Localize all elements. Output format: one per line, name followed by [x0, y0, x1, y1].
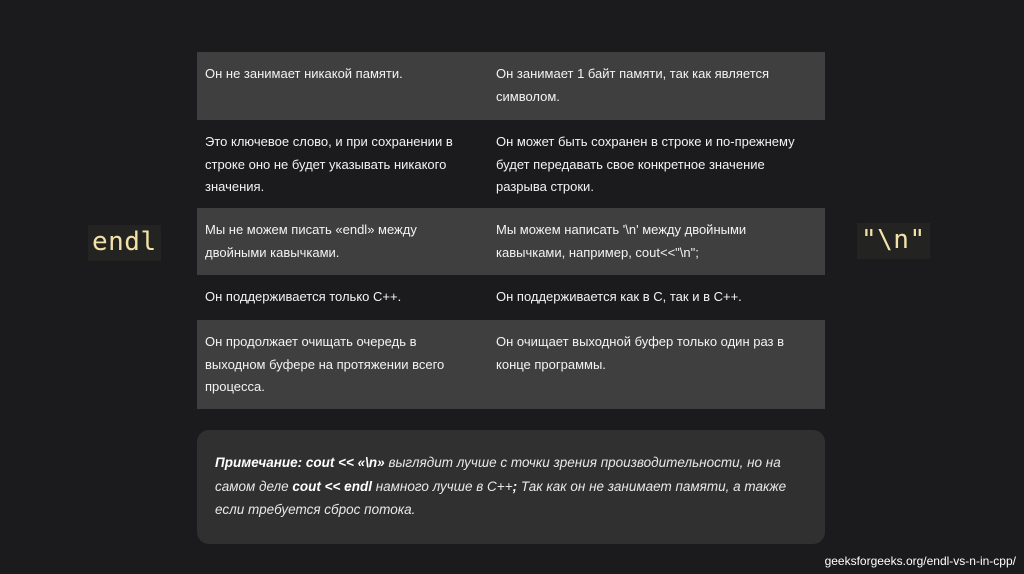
table-cell-endl: Это ключевое слово, и при сохранении в строке оно не будет указывать никакого значения.	[205, 134, 453, 194]
note-text: намного лучше в C++	[371, 478, 513, 494]
table-cell-newline: Он очищает выходной буфер только один раз в конце программы.	[496, 334, 785, 372]
table-cell-newline: Он может быть сохранен в строке и по-прежнему будет передавать свое конкретное значение разрыва строки.	[496, 134, 795, 194]
table-row	[197, 208, 825, 275]
note-code: cout << endl	[292, 478, 372, 494]
table-cell-endl: Он не занимает никакой памяти.	[205, 66, 403, 81]
note-text: Так как он не занимает памяти, а также если требуется сброс потока.	[215, 478, 787, 517]
source-link[interactable]: geeksforgeeks.org/endl-vs-n-in-cpp/	[824, 554, 1016, 568]
note-lead: Примечание: cout << «\n»	[215, 455, 385, 470]
table-cell-newline: Мы можем написать '\n' между двойными кавычками, например, cout<<"\n";	[496, 222, 747, 260]
note-box	[197, 430, 825, 544]
table-cell-newline: Он занимает 1 байт памяти, так как является символом.	[496, 66, 770, 104]
table-row	[197, 320, 825, 409]
comparison-table	[197, 52, 825, 409]
endl-label: endl	[88, 225, 161, 261]
table-cell-endl: Мы не можем писать «endl» между двойными кавычками.	[205, 222, 417, 260]
table-row	[197, 52, 825, 120]
newline-label: "\n"	[857, 223, 930, 259]
table-row	[197, 120, 825, 208]
table-row	[197, 275, 825, 320]
table-cell-newline: Он поддерживается как в C, так и в C++.	[496, 289, 742, 304]
table-cell-endl: Он поддерживается только C++.	[205, 289, 402, 304]
table-cell-endl: Он продолжает очищать очередь в выходном буфере на протяжении всего процесса.	[205, 334, 445, 394]
note-text: выглядит лучше с точки зрения производительности, но на самом деле	[215, 455, 781, 494]
note-semicolon: ;	[512, 478, 518, 494]
